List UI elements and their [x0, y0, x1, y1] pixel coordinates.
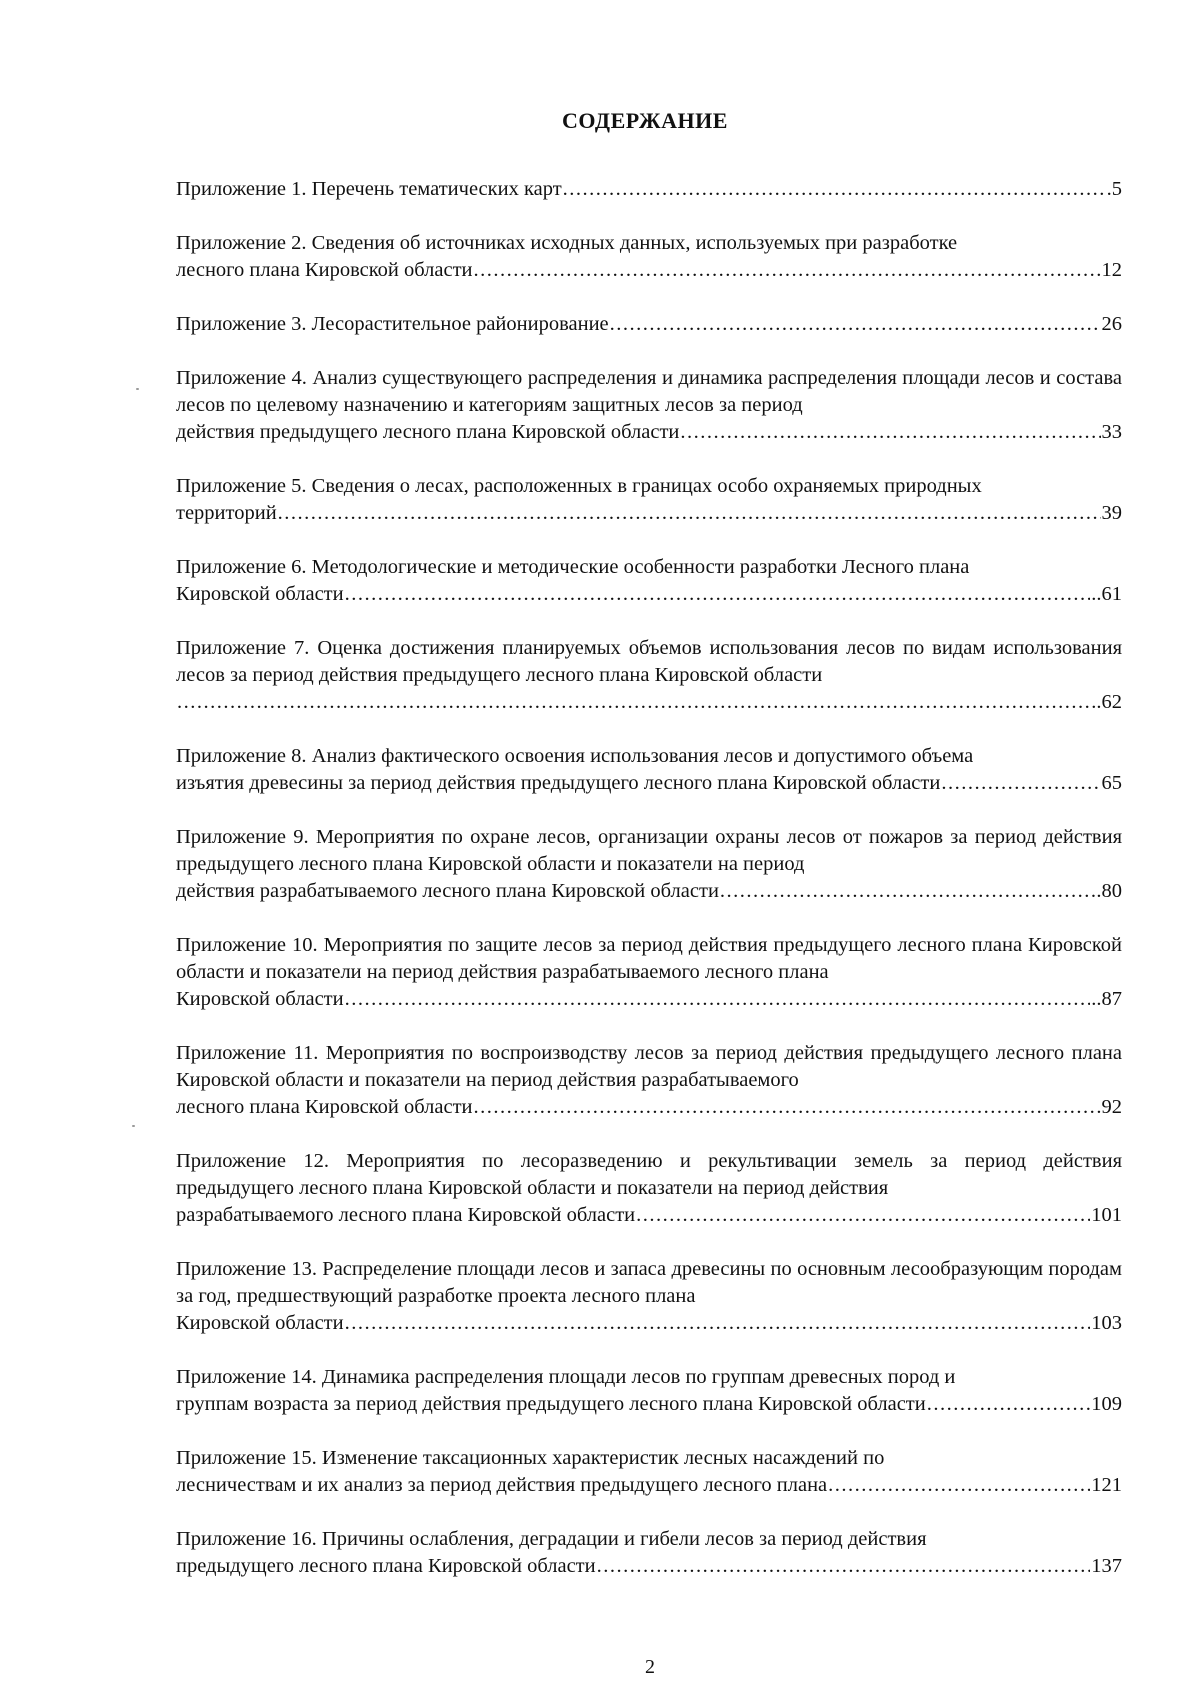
toc-entry-8 [176, 743, 1122, 797]
toc-entry-lead: Кировской области [176, 583, 344, 605]
toc-entry-last-line [176, 1202, 1122, 1229]
toc-leader-dots [345, 1310, 1091, 1337]
scan-speck [136, 388, 139, 390]
toc-entry-4 [176, 365, 1122, 446]
toc-leader-dots [610, 311, 1101, 338]
toc-entry-text: Приложение 10. Мероприятия по защите лесов за период действия предыдущего лесного плана Кировской области и показатели на период действия разрабатываемого лесного плана [176, 934, 1122, 983]
toc-entry-last-line [176, 986, 1122, 1013]
toc-entry-last-line [176, 176, 1122, 203]
toc-page-number: 12 [1101, 259, 1122, 281]
page-number: 2 [645, 1656, 655, 1678]
toc-entry-last-line [176, 419, 1122, 446]
toc-entry-5 [176, 473, 1122, 527]
toc-entry-last-line [176, 1553, 1122, 1580]
toc-entry-13 [176, 1256, 1122, 1337]
toc-leader-dots [345, 581, 1091, 608]
toc-page-number: 65 [1101, 772, 1122, 794]
toc-entry-14 [176, 1364, 1122, 1418]
toc-leader-dots [345, 986, 1091, 1013]
toc-entry-last-line [176, 770, 1122, 797]
toc-leader-dots [927, 1391, 1091, 1418]
toc-entry-7 [176, 635, 1122, 716]
toc-page-number: ..61 [1091, 583, 1122, 605]
toc-page-number: 26 [1101, 313, 1122, 335]
toc-entry-lead: Приложение 1. Перечень тематических карт [176, 178, 562, 200]
toc-entry-last-line [176, 311, 1122, 338]
toc-page-number: 33 [1101, 421, 1122, 443]
toc-entry-lead: лесного плана Кировской области [176, 1096, 473, 1118]
toc-entry-lead: Кировской области [176, 1312, 344, 1334]
table-of-contents [176, 176, 1122, 1607]
toc-leader-dots [636, 1202, 1090, 1229]
toc-page-number: ..62 [1091, 691, 1122, 713]
toc-leader-dots [828, 1472, 1090, 1499]
toc-entry-lead: предыдущего лесного плана Кировской области [176, 1555, 596, 1577]
toc-entry-lead: Приложение 3. Лесорастительное районирование [176, 313, 609, 335]
toc-entry-9 [176, 824, 1122, 905]
toc-entry-text: Приложение 6. Методологические и методические особенности разработки Лесного плана [176, 556, 970, 578]
toc-entry-15 [176, 1445, 1122, 1499]
toc-entry-text: Приложение 4. Анализ существующего распределения и динамика распределения площади лесов и состава лесов по целевому назначению и категориям защитных лесов за период [176, 367, 1122, 416]
toc-entry-last-line [176, 581, 1122, 608]
toc-entry-10 [176, 932, 1122, 1013]
toc-leader-dots [680, 419, 1100, 446]
toc-leader-dots [278, 500, 1101, 527]
toc-entry-last-line [176, 878, 1122, 905]
toc-entry-lead: разрабатываемого лесного плана Кировской области [176, 1204, 636, 1226]
toc-page-number: 137 [1091, 1555, 1122, 1577]
toc-entry-lead: группам возраста за период действия предыдущего лесного плана Кировской области [176, 1393, 926, 1415]
toc-entry-last-line [176, 257, 1122, 284]
toc-entry-last-line [176, 500, 1122, 527]
toc-entry-3 [176, 311, 1122, 338]
toc-entry-12 [176, 1148, 1122, 1229]
toc-entry-lead: действия предыдущего лесного плана Кировской области [176, 421, 680, 443]
toc-page-number: .80 [1096, 880, 1122, 902]
toc-leader-dots [941, 770, 1100, 797]
toc-entry-text: Приложение 14. Динамика распределения площади лесов по группам древесных пород и [176, 1366, 956, 1388]
toc-entry-lead: изъятия древесины за период действия предыдущего лесного плана Кировской области [176, 772, 941, 794]
scan-speck [132, 1125, 135, 1127]
toc-leader-dots [474, 1094, 1096, 1121]
toc-leader-dots [597, 1553, 1091, 1580]
toc-entry-text: Приложение 15. Изменение таксационных характеристик лесных насаждений по [176, 1447, 885, 1469]
toc-page-number: 39 [1101, 502, 1122, 524]
toc-entry-text: Приложение 12. Мероприятия по лесоразведению и рекультивации земель за период действия предыдущего лесного плана Кировской области и показатели на период действия [176, 1150, 1122, 1199]
toc-entry-text: Приложение 7. Оценка достижения планируемых объемов использования лесов по видам использования лесов за период действия предыдущего лесного плана Кировской области [176, 637, 1122, 686]
toc-entry-1 [176, 176, 1122, 203]
toc-entry-11 [176, 1040, 1122, 1121]
toc-page-number: 109 [1091, 1393, 1122, 1415]
toc-entry-text: Приложение 13. Распределение площади лесов и запаса древесины по основным лесообразующим породам за год, предшествующий разработке проекта лесного плана [176, 1258, 1122, 1307]
toc-leader-dots [474, 257, 1101, 284]
toc-entry-16 [176, 1526, 1122, 1580]
toc-entry-lead: лесничествам и их анализ за период действия предыдущего лесного плана [176, 1474, 828, 1496]
toc-entry-lead: Кировской области [176, 988, 344, 1010]
toc-leader-dots [563, 176, 1106, 203]
toc-entry-last-line [176, 1094, 1122, 1121]
toc-entry-last-line [176, 1391, 1122, 1418]
toc-entry-lead: действия разрабатываемого лесного плана Кировской области [176, 880, 719, 902]
toc-leader-dots [720, 878, 1095, 905]
toc-page-number: 103 [1091, 1312, 1122, 1334]
toc-page-number: .92 [1096, 1096, 1122, 1118]
toc-entry-text: Приложение 5. Сведения о лесах, расположенных в границах особо охраняемых природных [176, 475, 982, 497]
toc-entry-last-line [176, 689, 1122, 716]
toc-entry-lead: территорий [176, 502, 277, 524]
toc-entry-last-line [176, 1310, 1122, 1337]
toc-entry-6 [176, 554, 1122, 608]
toc-entry-2 [176, 230, 1122, 284]
toc-entry-text: Приложение 16. Причины ослабления, деградации и гибели лесов за период действия [176, 1528, 927, 1550]
toc-leader-dots [177, 689, 1090, 716]
toc-entry-text: Приложение 8. Анализ фактического освоения использования лесов и допустимого объема [176, 745, 974, 767]
toc-page-number: .5 [1106, 178, 1122, 200]
toc-entry-text: Приложение 11. Мероприятия по воспроизводству лесов за период действия предыдущего лесного плана Кировской области и показатели на период действия разрабатываемого [176, 1042, 1122, 1091]
toc-page-number: 101 [1091, 1204, 1122, 1226]
toc-page-number: ..87 [1091, 988, 1122, 1010]
toc-page-number: 121 [1091, 1474, 1122, 1496]
toc-entry-text: Приложение 9. Мероприятия по охране лесов, организации охраны лесов от пожаров за период действия предыдущего лесного плана Кировской области и показатели на период [176, 826, 1122, 875]
toc-entry-last-line [176, 1472, 1122, 1499]
toc-entry-lead: лесного плана Кировской области [176, 259, 473, 281]
toc-entry-text: Приложение 2. Сведения об источниках исходных данных, используемых при разработке [176, 232, 958, 254]
page-title: СОДЕРЖАНИЕ [562, 108, 728, 133]
